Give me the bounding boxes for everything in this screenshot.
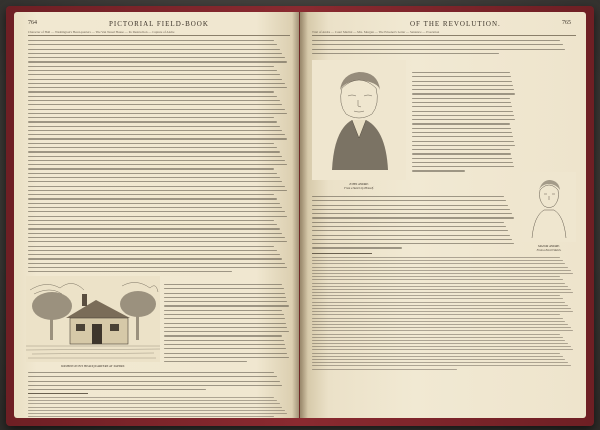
text-line	[164, 293, 285, 294]
text-line	[28, 194, 274, 195]
right-subhead: Trial of Andre — Court Martial — Mrs. Morgan — The Prisoner's Letter — Sentence — Execution	[312, 30, 576, 36]
text-line	[412, 158, 512, 159]
text-line	[28, 372, 274, 373]
text-line	[312, 40, 560, 41]
right-running-head: OF THE REVOLUTION.	[410, 20, 501, 28]
text-line	[312, 327, 571, 328]
text-line	[312, 321, 565, 322]
text-line	[28, 198, 277, 199]
text-line	[28, 246, 274, 247]
text-line	[164, 327, 287, 328]
right-page-number: 765	[562, 20, 571, 26]
text-line	[312, 311, 573, 312]
text-line	[412, 136, 513, 137]
left-page	[14, 12, 299, 418]
text-line	[28, 381, 280, 382]
text-line	[412, 170, 465, 171]
text-line	[312, 260, 563, 261]
right-body-text-upper	[312, 40, 576, 57]
right-body-text-middle	[312, 196, 516, 252]
text-line	[28, 113, 287, 114]
text-line	[412, 153, 511, 154]
text-line	[312, 53, 499, 54]
text-line	[412, 119, 515, 120]
major-andre-subcaption: From a Pencil Sketch.	[536, 249, 562, 252]
text-line	[28, 151, 280, 152]
text-line	[28, 160, 285, 161]
text-line	[28, 147, 277, 148]
text-line	[28, 164, 287, 165]
text-line	[312, 213, 512, 214]
text-line	[164, 353, 287, 354]
text-line	[312, 196, 504, 197]
text-line	[28, 143, 274, 144]
headquarters-illustration	[26, 276, 160, 362]
text-line	[312, 349, 573, 350]
text-line	[412, 128, 511, 129]
text-line	[28, 403, 280, 404]
text-line	[312, 359, 565, 360]
text-line	[412, 132, 512, 133]
left-body-text-lower	[28, 372, 290, 393]
text-line	[412, 98, 510, 99]
text-line	[312, 279, 563, 280]
text-line	[412, 89, 514, 90]
text-line	[312, 334, 560, 335]
text-line	[28, 263, 285, 264]
text-line	[312, 337, 563, 338]
text-line	[28, 220, 274, 221]
text-line	[412, 81, 512, 82]
andre-portrait-caption: JOHN ANDRE.	[349, 182, 369, 186]
text-line	[412, 166, 514, 167]
text-line	[164, 335, 282, 336]
text-line	[412, 111, 513, 112]
text-line	[28, 233, 282, 234]
text-line	[312, 286, 568, 287]
text-line	[28, 211, 285, 212]
text-line	[412, 115, 514, 116]
left-footnotes	[28, 397, 290, 418]
text-line	[28, 413, 287, 414]
left-running-head: PICTORIAL FIELD-BOOK	[109, 20, 209, 28]
text-line	[312, 305, 568, 306]
footnote-rule-right	[312, 253, 372, 254]
text-line	[412, 123, 510, 124]
text-line	[28, 130, 282, 131]
text-line	[164, 344, 285, 345]
text-line	[312, 209, 510, 210]
text-line	[312, 283, 565, 284]
text-line	[412, 76, 511, 77]
text-line	[312, 263, 565, 264]
text-line	[164, 331, 289, 332]
right-page	[300, 12, 586, 418]
text-line	[28, 104, 282, 105]
text-line	[28, 74, 280, 75]
text-line	[312, 308, 571, 309]
text-line	[312, 226, 506, 227]
text-line	[164, 361, 247, 362]
text-line	[28, 156, 282, 157]
text-line	[312, 314, 560, 315]
footnote-rule-left	[28, 393, 88, 394]
text-line	[28, 173, 277, 174]
text-line	[28, 49, 280, 50]
text-line	[28, 168, 274, 169]
left-page-number: 764	[28, 20, 37, 26]
text-line	[28, 70, 277, 71]
text-line	[28, 177, 280, 178]
text-line	[28, 258, 282, 259]
text-line	[28, 87, 287, 88]
text-line	[28, 190, 287, 191]
text-line	[312, 273, 573, 274]
left-body-text-beside-illustration	[164, 284, 290, 365]
text-line	[28, 376, 277, 377]
text-line	[164, 301, 287, 302]
text-line	[28, 407, 282, 408]
text-line	[28, 203, 280, 204]
text-line	[28, 254, 280, 255]
text-line	[312, 239, 512, 240]
text-line	[312, 346, 571, 347]
text-line	[312, 235, 510, 236]
text-line	[164, 348, 286, 349]
text-line	[312, 365, 571, 366]
text-line	[164, 284, 282, 285]
text-line	[312, 289, 571, 290]
andre-portrait-subcaption: From a Sketch by Himself.	[344, 187, 374, 190]
text-line	[312, 222, 504, 223]
text-line	[312, 292, 573, 293]
text-line	[312, 318, 563, 319]
text-line	[28, 250, 277, 251]
text-line	[28, 267, 287, 268]
text-line	[412, 102, 511, 103]
text-line	[312, 49, 565, 50]
text-line	[412, 85, 513, 86]
text-line	[164, 323, 286, 324]
text-line	[412, 162, 513, 163]
text-line	[312, 276, 560, 277]
text-line	[312, 247, 402, 248]
text-line	[412, 145, 515, 146]
text-line	[28, 83, 285, 84]
text-line	[412, 141, 514, 142]
text-line	[164, 305, 289, 306]
book-gutter	[292, 12, 308, 418]
text-line	[312, 243, 514, 244]
text-line	[28, 207, 282, 208]
text-line	[312, 257, 560, 258]
text-line	[312, 44, 563, 45]
text-line	[164, 318, 285, 319]
text-line	[28, 79, 282, 80]
text-line	[312, 295, 560, 296]
text-line	[412, 149, 510, 150]
text-line	[164, 314, 284, 315]
text-line	[28, 416, 274, 417]
text-line	[312, 343, 568, 344]
text-line	[28, 91, 274, 92]
text-line	[28, 66, 274, 67]
text-line	[312, 302, 565, 303]
left-body-text-upper	[28, 40, 290, 275]
text-line	[312, 230, 508, 231]
text-line	[412, 72, 510, 73]
text-line	[164, 340, 284, 341]
text-line	[28, 224, 277, 225]
text-line	[28, 109, 285, 110]
text-line	[28, 397, 274, 398]
text-line	[28, 61, 287, 62]
text-line	[28, 400, 277, 401]
text-line	[28, 237, 285, 238]
text-line	[28, 385, 282, 386]
text-line	[28, 100, 280, 101]
text-line	[312, 324, 568, 325]
major-andre-caption: MAJOR ANDRE.	[537, 244, 561, 248]
text-line	[312, 217, 514, 218]
text-line	[312, 356, 563, 357]
major-andre-sketch	[522, 172, 576, 242]
text-line	[28, 186, 285, 187]
left-subhead: Character of Hull — Washington's Head-quarters — The Van Tassel House — Its Destruction — Capture of Andre	[28, 30, 290, 36]
text-line	[312, 330, 573, 331]
text-line	[312, 267, 568, 268]
text-line	[164, 297, 286, 298]
text-line	[164, 357, 289, 358]
text-line	[312, 369, 457, 370]
text-line	[164, 288, 284, 289]
text-line	[28, 117, 274, 118]
text-line	[28, 53, 282, 54]
text-line	[28, 126, 280, 127]
text-line	[28, 410, 285, 411]
text-line	[164, 310, 282, 311]
text-line	[28, 216, 287, 217]
text-line	[312, 298, 563, 299]
text-line	[28, 121, 277, 122]
andre-self-portrait	[312, 60, 406, 180]
text-line	[28, 40, 274, 41]
left-illustration-caption: WASHINGTON'S HEADQUARTERS AT TAPPAN.	[60, 364, 126, 368]
text-line	[28, 181, 282, 182]
text-line	[312, 205, 508, 206]
text-line	[28, 57, 285, 58]
text-line	[312, 353, 560, 354]
text-line	[312, 340, 565, 341]
text-line	[312, 362, 568, 363]
text-line	[28, 96, 277, 97]
text-line	[28, 138, 287, 139]
right-footnotes	[312, 257, 576, 372]
text-line	[28, 389, 206, 390]
right-body-text-between-portraits	[412, 72, 516, 175]
text-line	[412, 93, 515, 94]
text-line	[312, 270, 571, 271]
text-line	[28, 241, 287, 242]
text-line	[412, 106, 512, 107]
text-line	[28, 228, 280, 229]
text-line	[28, 134, 285, 135]
text-line	[28, 271, 232, 272]
text-line	[312, 200, 506, 201]
text-line	[28, 44, 277, 45]
